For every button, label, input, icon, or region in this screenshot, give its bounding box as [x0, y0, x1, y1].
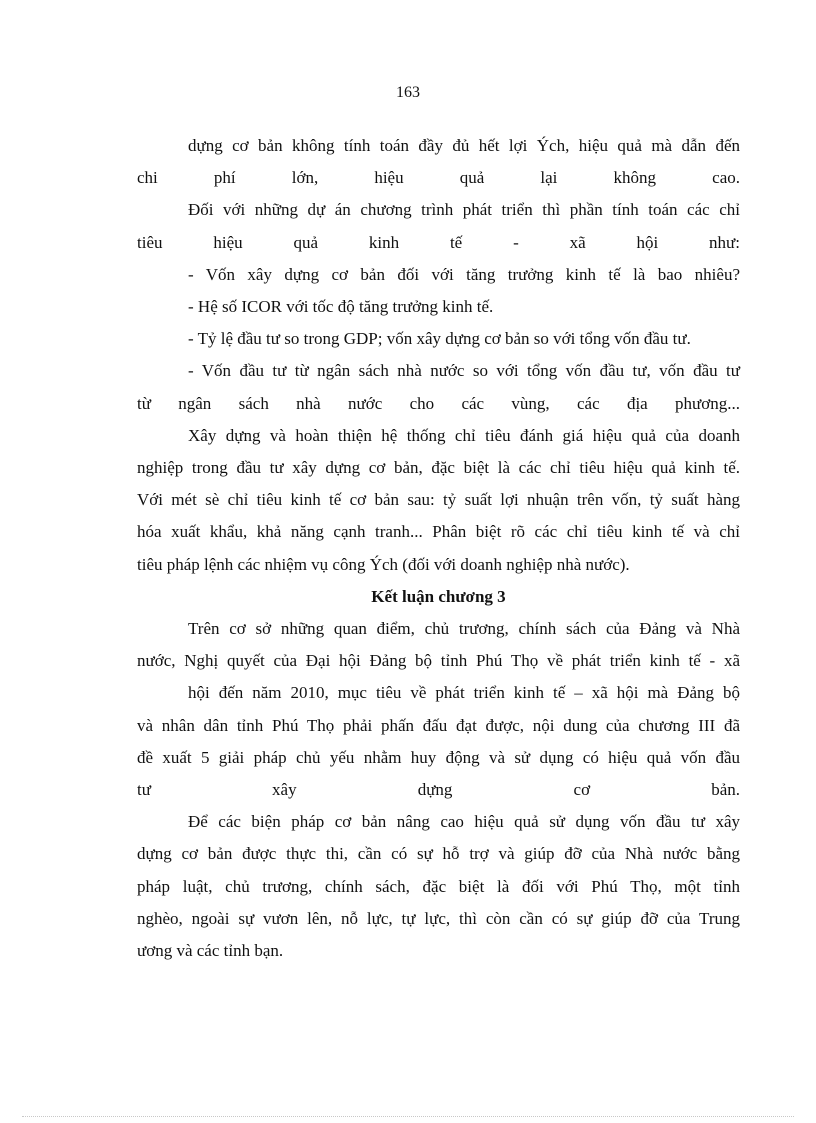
- text-line: nghèo, ngoài sự vươn lên, nỗ lực, tự lực, thì còn cần có sự giúp đỡ của Trung: [137, 908, 740, 928]
- text-line: chi phí lớn, hiệu quả lại không cao.: [137, 168, 740, 188]
- text-line: Với mét sè chỉ tiêu kinh tế cơ bản sau: tỷ suất lợi nhuận trên vốn, tỷ suất hàng: [137, 490, 740, 510]
- section-heading: Kết luận chương 3: [371, 586, 506, 606]
- text-line: Trên cơ sở những quan điểm, chủ trương, chính sách của Đảng và Nhà: [188, 619, 740, 639]
- text-line: đề xuất 5 giải pháp chủ yếu nhằm huy động và sử dụng có hiệu quả vốn đầu: [137, 747, 740, 767]
- text-line: và nhân dân tỉnh Phú Thọ phải phấn đấu đạt được, nội dung của chương III đã: [137, 715, 740, 735]
- list-item: - Vốn đầu tư từ ngân sách nhà nước so với tổng vốn đầu tư, vốn đầu tư: [188, 361, 740, 381]
- text-line: từ ngân sách nhà nước cho các vùng, các địa phương...: [137, 393, 740, 413]
- text-line: Xây dựng và hoàn thiện hệ thống chỉ tiêu đánh giá hiệu quả của doanh: [188, 425, 740, 445]
- footer-divider: [22, 1116, 794, 1117]
- list-item: - Hệ số ICOR với tốc độ tăng trưởng kinh tế.: [188, 297, 494, 317]
- text-line: Để các biện pháp cơ bản nâng cao hiệu quả sử dụng vốn đầu tư xây: [188, 812, 740, 832]
- document-body: [137, 130, 740, 967]
- text-line: tiêu hiệu quả kinh tế - xã hội như:: [137, 232, 740, 252]
- text-line: nghiệp trong đầu tư xây dựng cơ bản, đặc biệt là các chỉ tiêu hiệu quả kinh tế.: [137, 458, 740, 478]
- text-line: hóa xuất khẩu, khả năng cạnh tranh... Phân biệt rõ các chỉ tiêu kinh tế và chỉ: [137, 522, 740, 542]
- text-line: dựng cơ bản được thực thi, cần có sự hỗ trợ và giúp đỡ của Nhà nước bằng: [137, 844, 740, 864]
- list-item: - Tỷ lệ đầu tư so trong GDP; vốn xây dựng cơ bản so với tổng vốn đầu tư.: [188, 329, 691, 349]
- text-line: pháp luật, chủ trương, chính sách, đặc biệt là đối với Phú Thọ, một tỉnh: [137, 876, 740, 896]
- list-item: - Vốn xây dựng cơ bản đối với tăng trưởng kinh tế là bao nhiêu?: [188, 264, 740, 284]
- text-line: dựng cơ bản không tính toán đầy đủ hết lợi Ých, hiệu quả mà dẫn đến: [188, 136, 740, 155]
- text-line: Đối với những dự án chương trình phát triển thì phần tính toán các chỉ: [188, 200, 740, 220]
- text-line: hội đến năm 2010, mục tiêu về phát triển kinh tế – xã hội mà Đảng bộ: [188, 683, 740, 703]
- text-line: ương và các tỉnh bạn.: [137, 941, 284, 961]
- text-line: tư xây dựng cơ bản.: [137, 780, 740, 800]
- page-number: 163: [396, 84, 420, 101]
- text-line: nước, Nghị quyết của Đại hội Đảng bộ tỉnh Phú Thọ về phát triển kinh tế - xã: [137, 651, 740, 671]
- text-line: tiêu pháp lệnh các nhiệm vụ công Ých (đối với doanh nghiệp nhà nước).: [137, 554, 630, 574]
